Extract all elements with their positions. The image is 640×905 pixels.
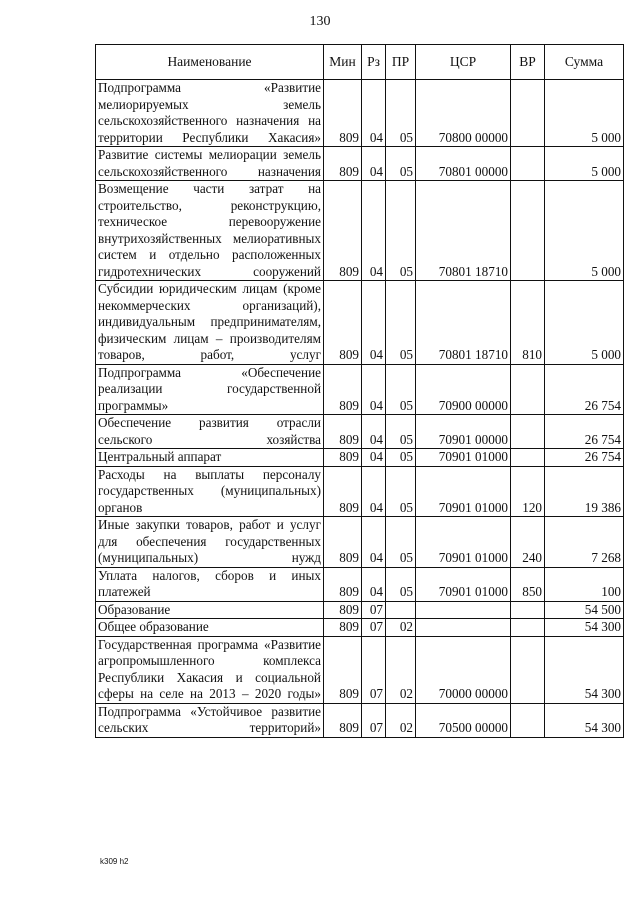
cell-min: 809 xyxy=(324,601,362,619)
cell-vr xyxy=(511,703,545,737)
cell-min: 809 xyxy=(324,466,362,517)
cell-pr: 02 xyxy=(386,636,416,703)
table-row xyxy=(96,281,624,365)
cell-rz: 04 xyxy=(362,449,386,467)
cell-csr: 70500 00000 xyxy=(416,703,511,737)
cell-vr: 850 xyxy=(511,567,545,601)
cell-sum: 5 000 xyxy=(545,147,624,181)
cell-name: Государственная программа «Развитие агропромышленного комплекса Республики Хакасия и социальной сферы на селе на 2013 – 2020 годы» xyxy=(96,636,324,703)
cell-sum: 5 000 xyxy=(545,281,624,365)
cell-name: Обеспечение развития отрасли сельского хозяйства xyxy=(96,415,324,449)
cell-name: Уплата налогов, сборов и иных платежей xyxy=(96,567,324,601)
cell-vr xyxy=(511,601,545,619)
cell-min: 809 xyxy=(324,364,362,415)
cell-name: Подпрограмма «Устойчивое развитие сельских территорий» xyxy=(96,703,324,737)
cell-csr: 70801 18710 xyxy=(416,281,511,365)
cell-vr xyxy=(511,415,545,449)
cell-sum: 54 300 xyxy=(545,703,624,737)
cell-csr: 70900 00000 xyxy=(416,364,511,415)
cell-min: 809 xyxy=(324,281,362,365)
cell-sum: 19 386 xyxy=(545,466,624,517)
cell-vr xyxy=(511,619,545,637)
cell-min: 809 xyxy=(324,181,362,281)
cell-pr: 02 xyxy=(386,703,416,737)
cell-pr: 02 xyxy=(386,619,416,637)
cell-vr xyxy=(511,147,545,181)
header-csr: ЦСР xyxy=(416,45,511,80)
cell-vr xyxy=(511,80,545,147)
cell-csr: 70800 00000 xyxy=(416,80,511,147)
cell-rz: 04 xyxy=(362,415,386,449)
cell-csr xyxy=(416,601,511,619)
cell-csr: 70901 01000 xyxy=(416,517,511,568)
budget-table xyxy=(95,44,624,738)
cell-vr xyxy=(511,181,545,281)
cell-sum: 54 300 xyxy=(545,636,624,703)
table-row xyxy=(96,147,624,181)
cell-sum: 54 300 xyxy=(545,619,624,637)
cell-min: 809 xyxy=(324,147,362,181)
cell-csr: 70000 00000 xyxy=(416,636,511,703)
cell-pr xyxy=(386,601,416,619)
cell-csr: 70801 00000 xyxy=(416,147,511,181)
cell-pr: 05 xyxy=(386,517,416,568)
cell-csr: 70901 01000 xyxy=(416,449,511,467)
cell-rz: 07 xyxy=(362,619,386,637)
header-vr: ВР xyxy=(511,45,545,80)
table-row xyxy=(96,517,624,568)
cell-min: 809 xyxy=(324,415,362,449)
cell-name: Возмещение части затрат на строительство, реконструкцию, техническое перевооружение внутрихозяйственных мелиоративных систем и отдельно расположенных гидротехнических сооружений xyxy=(96,181,324,281)
cell-rz: 04 xyxy=(362,147,386,181)
cell-name: Субсидии юридическим лицам (кроме некоммерческих организаций), индивидуальным предпринимателям, физическим лицам – производителям товаров, работ, услуг xyxy=(96,281,324,365)
cell-rz: 04 xyxy=(362,364,386,415)
footer-code: k309 h2 xyxy=(100,857,129,866)
cell-pr: 05 xyxy=(386,147,416,181)
cell-sum: 26 754 xyxy=(545,449,624,467)
cell-min: 809 xyxy=(324,517,362,568)
cell-pr: 05 xyxy=(386,364,416,415)
cell-min: 809 xyxy=(324,636,362,703)
table-row xyxy=(96,415,624,449)
cell-sum: 26 754 xyxy=(545,415,624,449)
cell-pr: 05 xyxy=(386,567,416,601)
table-row xyxy=(96,636,624,703)
table-row xyxy=(96,601,624,619)
cell-rz: 07 xyxy=(362,703,386,737)
table-row xyxy=(96,449,624,467)
header-sum: Сумма xyxy=(545,45,624,80)
cell-sum: 100 xyxy=(545,567,624,601)
cell-name: Подпрограмма «Развитие мелиорируемых земель сельскохозяйственного назначения на территории Республики Хакасия» xyxy=(96,80,324,147)
cell-min: 809 xyxy=(324,619,362,637)
cell-min: 809 xyxy=(324,703,362,737)
cell-rz: 04 xyxy=(362,181,386,281)
table-row xyxy=(96,80,624,147)
cell-pr: 05 xyxy=(386,80,416,147)
cell-min: 809 xyxy=(324,80,362,147)
cell-rz: 04 xyxy=(362,517,386,568)
cell-pr: 05 xyxy=(386,415,416,449)
cell-csr: 70901 00000 xyxy=(416,415,511,449)
cell-name: Центральный аппарат xyxy=(96,449,324,467)
table-row xyxy=(96,181,624,281)
cell-name: Образование xyxy=(96,601,324,619)
cell-pr: 05 xyxy=(386,449,416,467)
cell-rz: 07 xyxy=(362,636,386,703)
cell-vr xyxy=(511,449,545,467)
cell-name: Иные закупки товаров, работ и услуг для обеспечения государственных (муниципальных) нужд xyxy=(96,517,324,568)
table-row xyxy=(96,567,624,601)
cell-pr: 05 xyxy=(386,281,416,365)
cell-name: Подпрограмма «Обеспечение реализации государственной программы» xyxy=(96,364,324,415)
cell-min: 809 xyxy=(324,567,362,601)
cell-pr: 05 xyxy=(386,466,416,517)
cell-rz: 04 xyxy=(362,281,386,365)
cell-min: 809 xyxy=(324,449,362,467)
cell-sum: 7 268 xyxy=(545,517,624,568)
cell-pr: 05 xyxy=(386,181,416,281)
cell-rz: 04 xyxy=(362,466,386,517)
cell-vr xyxy=(511,636,545,703)
cell-sum: 5 000 xyxy=(545,80,624,147)
header-min: Мин xyxy=(324,45,362,80)
cell-csr: 70901 01000 xyxy=(416,567,511,601)
cell-vr xyxy=(511,364,545,415)
cell-rz: 04 xyxy=(362,80,386,147)
cell-sum: 5 000 xyxy=(545,181,624,281)
cell-vr: 240 xyxy=(511,517,545,568)
cell-rz: 04 xyxy=(362,567,386,601)
cell-sum: 26 754 xyxy=(545,364,624,415)
cell-name: Общее образование xyxy=(96,619,324,637)
table-row xyxy=(96,619,624,637)
cell-vr: 810 xyxy=(511,281,545,365)
cell-csr: 70901 01000 xyxy=(416,466,511,517)
table-row xyxy=(96,364,624,415)
cell-rz: 07 xyxy=(362,601,386,619)
table-header-row xyxy=(96,45,624,80)
page-number: 130 xyxy=(309,14,331,29)
cell-vr: 120 xyxy=(511,466,545,517)
header-rz: Рз xyxy=(362,45,386,80)
header-pr: ПР xyxy=(386,45,416,80)
cell-name: Развитие системы мелиорации земель сельскохозяйственного назначения xyxy=(96,147,324,181)
table-row xyxy=(96,703,624,737)
cell-name: Расходы на выплаты персоналу государственных (муниципальных) органов xyxy=(96,466,324,517)
cell-csr xyxy=(416,619,511,637)
cell-sum: 54 500 xyxy=(545,601,624,619)
header-name: Наименование xyxy=(96,45,324,80)
table-row xyxy=(96,466,624,517)
cell-csr: 70801 18710 xyxy=(416,181,511,281)
